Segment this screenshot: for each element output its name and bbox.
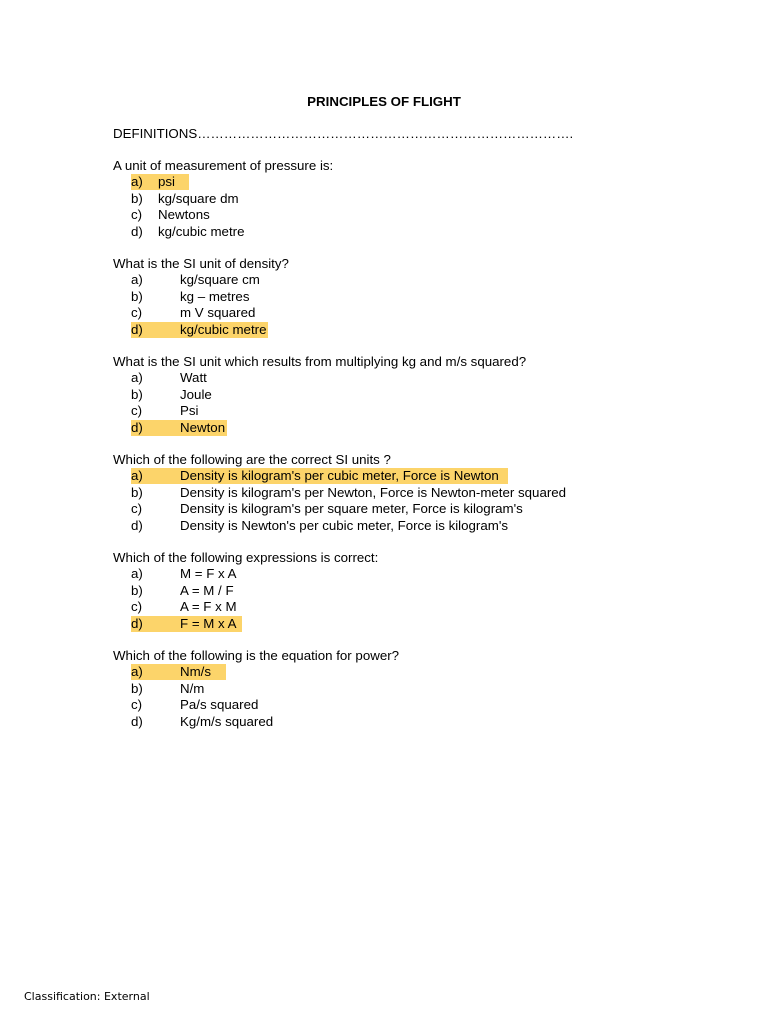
option-c [113, 403, 526, 419]
option-text: Pa/s squared [180, 697, 259, 713]
option-text: Density is kilogram's per Newton, Force is Newton-meter squared [180, 484, 567, 500]
option-text: kg/cubic metre [158, 223, 245, 239]
option-text: Density is Newton's per cubic meter, Force is kilogram's [180, 517, 509, 533]
option-letter: d) [131, 615, 143, 631]
option-b [113, 583, 378, 599]
option-text: F = M x A [180, 615, 237, 631]
option-text: A = F x M [180, 599, 237, 615]
option-d [113, 322, 289, 338]
option-letter: c) [131, 305, 143, 321]
option-letter: a) [131, 272, 143, 288]
option-letter: a) [131, 664, 143, 680]
option-letter: a) [131, 174, 143, 190]
option-text: kg/square cm [180, 272, 260, 288]
page-title: PRINCIPLES OF FLIGHT [307, 94, 461, 109]
option-letter: b) [131, 484, 143, 500]
option-letter: d) [131, 321, 143, 337]
option-letter: b) [131, 190, 143, 206]
option-text: Kg/m/s squared [180, 713, 274, 729]
option-text: Density is kilogram's per square meter, Force is kilogram's [180, 501, 523, 517]
option-letter: a) [131, 468, 143, 484]
option-text: Newtons [158, 207, 210, 223]
question-4 [113, 452, 567, 534]
classification-footer: Classification: External [24, 990, 150, 1003]
question-2 [113, 256, 289, 338]
option-letter: a) [131, 566, 143, 582]
question-6 [113, 648, 399, 730]
question-text: What is the SI unit of density? [113, 256, 289, 271]
option-b [113, 289, 289, 305]
option-a [113, 370, 526, 386]
option-letter: d) [131, 517, 143, 533]
option-letter: d) [131, 419, 143, 435]
option-d [113, 616, 378, 632]
option-c [113, 697, 399, 713]
option-text: M = F x A [180, 566, 237, 582]
option-text: Newton [180, 419, 226, 435]
option-letter: c) [131, 599, 143, 615]
option-c [113, 501, 523, 517]
option-letter: c) [131, 403, 143, 419]
option-c [113, 207, 333, 223]
option-letter: c) [131, 207, 143, 223]
question-5 [113, 550, 378, 632]
question-text: Which of the following expressions is correct: [113, 550, 379, 565]
option-d [113, 517, 509, 534]
option-letter: d) [131, 713, 143, 729]
option-b [113, 191, 333, 207]
option-letter: b) [131, 680, 143, 696]
option-b [113, 484, 567, 501]
option-a [113, 174, 333, 190]
option-text: kg/square dm [158, 190, 239, 206]
option-text: A = M / F [180, 582, 234, 598]
option-letter: b) [131, 386, 143, 402]
option-text: kg/cubic metre [180, 321, 267, 337]
option-text: m V squared [180, 305, 256, 321]
question-text: Which of the following is the equation for power? [113, 648, 400, 663]
option-b [113, 387, 526, 403]
option-b [113, 681, 399, 697]
option-text: Nm/s [180, 664, 212, 680]
option-text: N/m [180, 680, 205, 696]
option-letter: b) [131, 582, 143, 598]
option-text: Psi [180, 403, 199, 419]
question-1 [113, 158, 333, 240]
option-text: Watt [180, 370, 207, 386]
option-a [113, 272, 289, 288]
question-text: What is the SI unit which results from multiplying kg and m/s squared? [113, 354, 527, 369]
option-c [113, 599, 378, 615]
option-text: psi [158, 174, 175, 190]
answer-highlight [131, 664, 226, 680]
option-letter: d) [131, 223, 143, 239]
option-letter: c) [131, 697, 143, 713]
option-d [113, 714, 399, 730]
option-letter: b) [131, 288, 143, 304]
option-text: Joule [180, 386, 212, 402]
option-a [113, 566, 378, 582]
option-letter: a) [131, 370, 143, 386]
option-d [113, 224, 333, 240]
question-text: A unit of measurement of pressure is: [113, 158, 334, 173]
question-text: Which of the following are the correct SI units ? [113, 452, 391, 467]
option-a [113, 468, 499, 484]
option-a [113, 664, 399, 680]
option-text: Density is kilogram's per cubic meter, Force is Newton [180, 468, 499, 484]
option-c [113, 305, 289, 321]
option-letter: c) [131, 501, 143, 517]
option-d [113, 420, 526, 436]
option-text: kg – metres [180, 288, 250, 304]
definitions-heading: DEFINITIONS…………………………………………………………………………. [113, 126, 574, 141]
question-3 [113, 354, 526, 436]
